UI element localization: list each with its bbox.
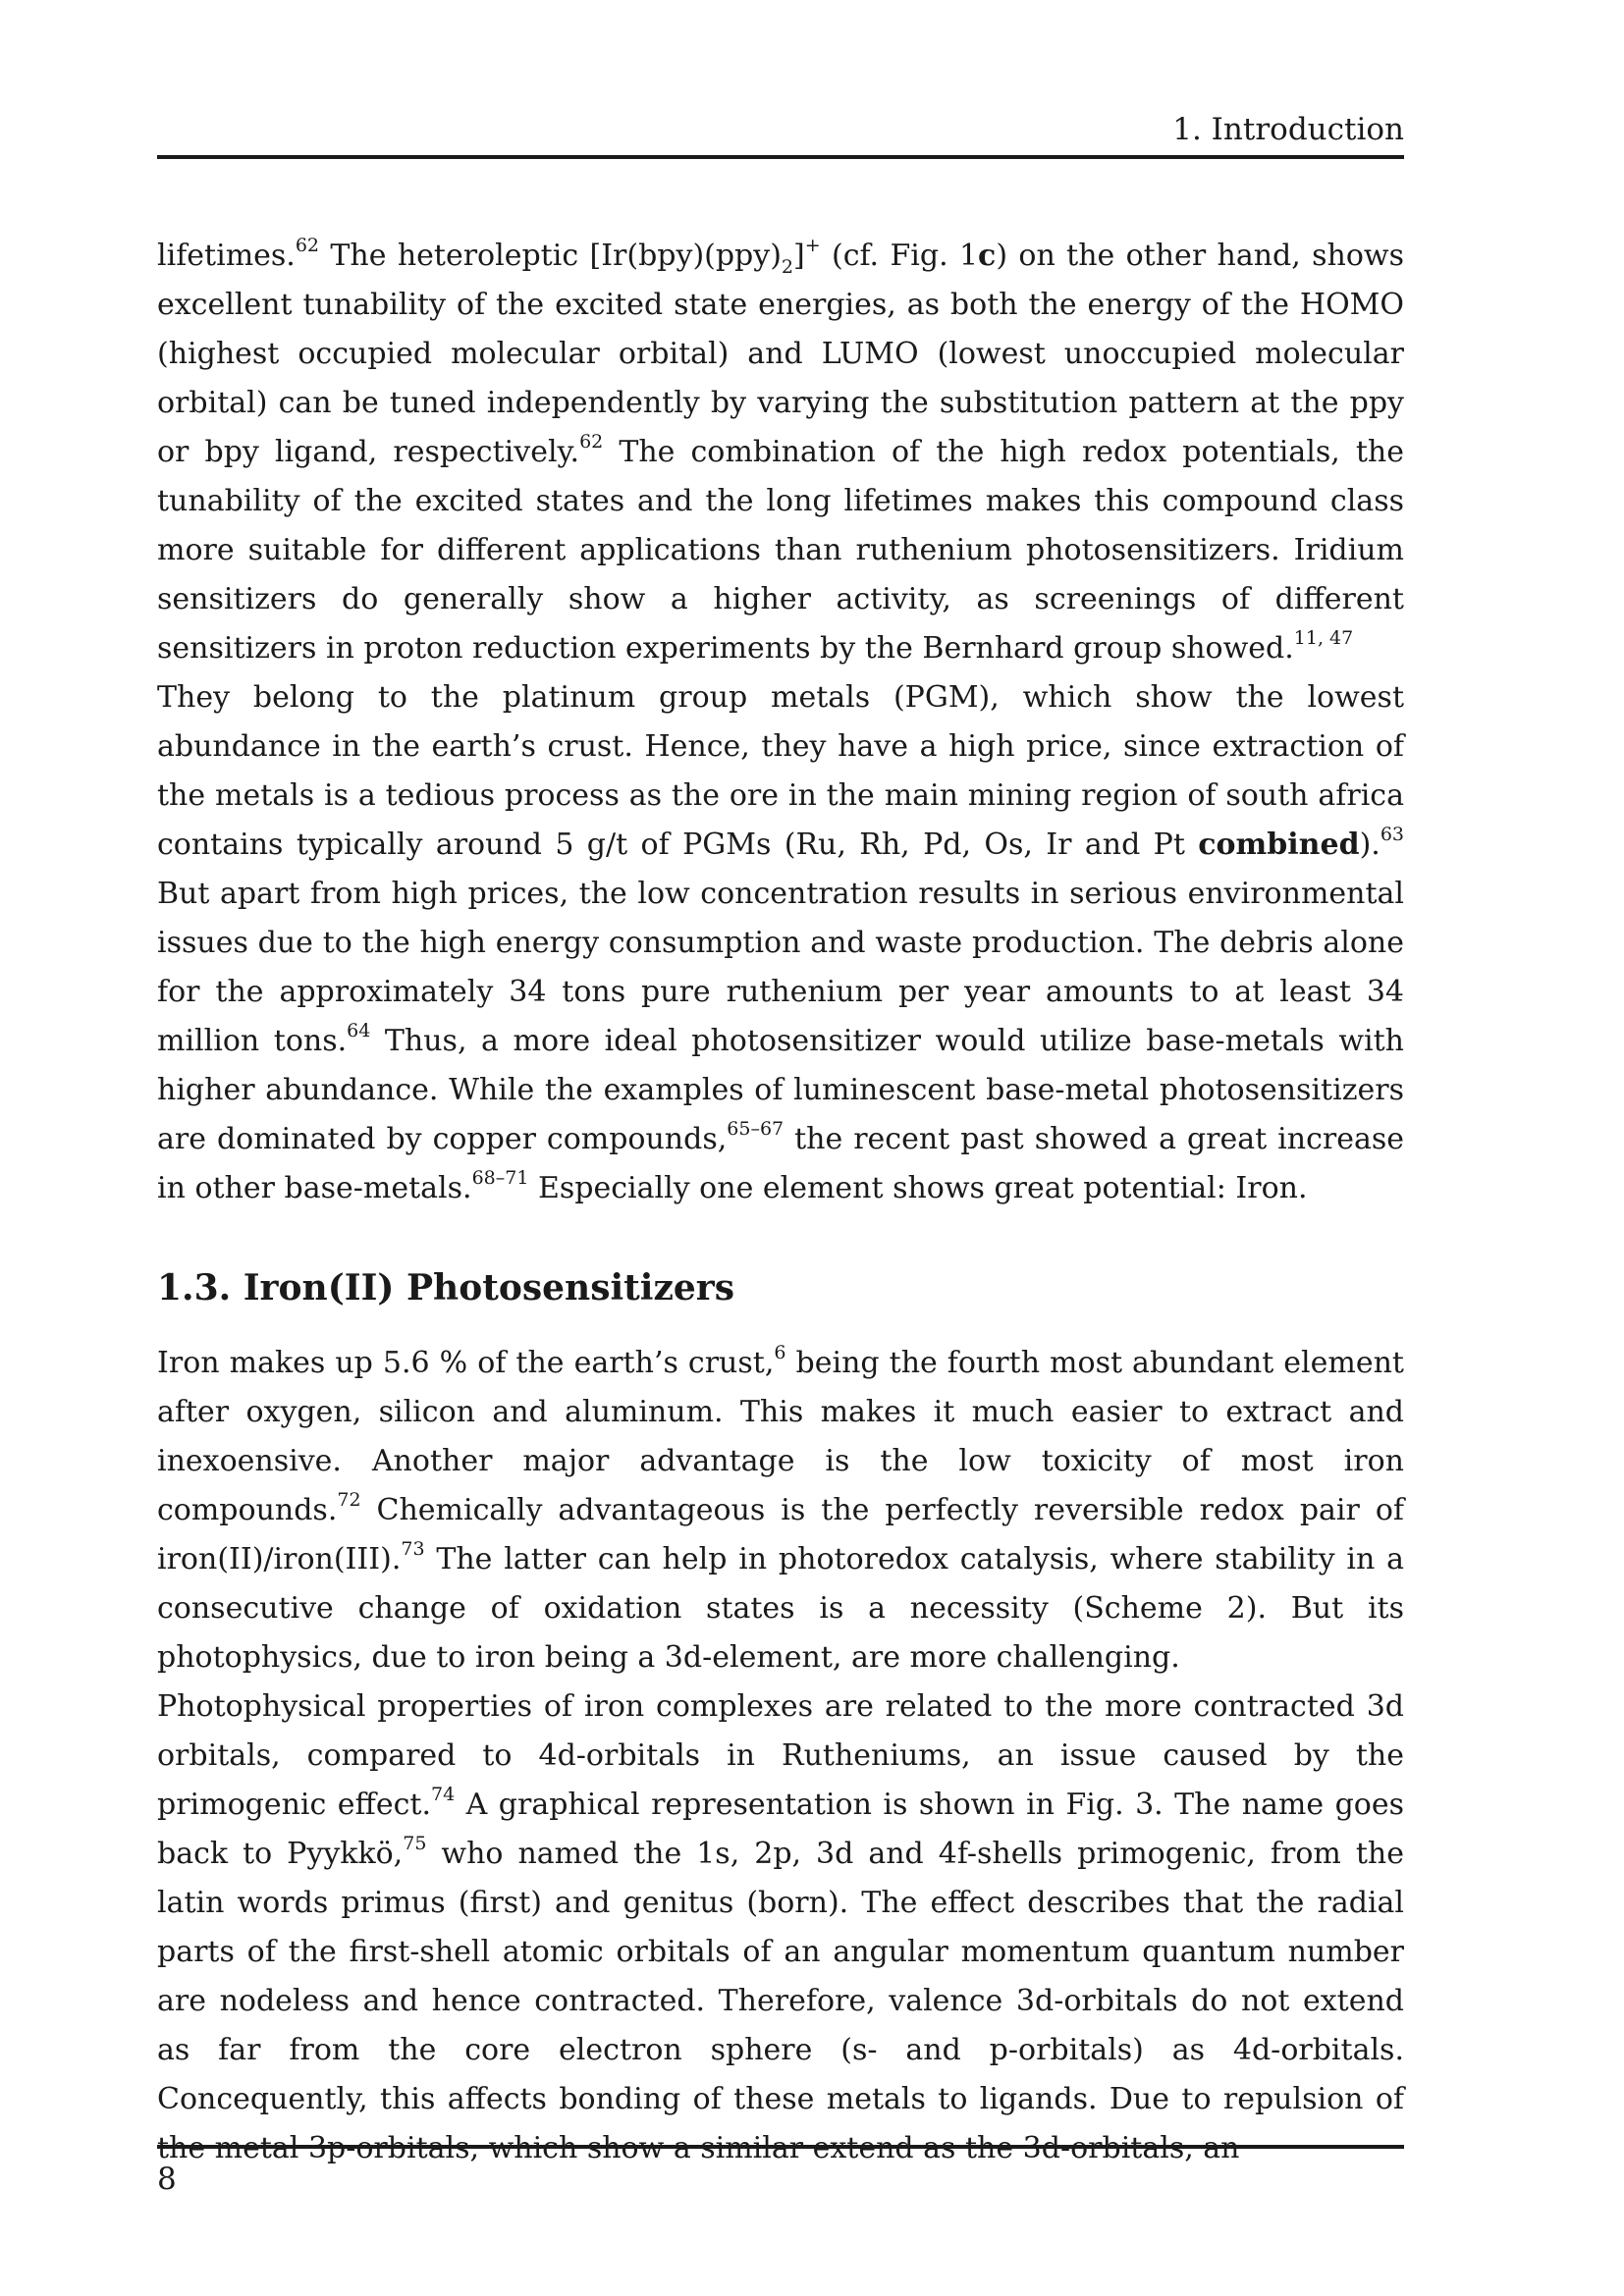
citation: 72 [337,1489,361,1511]
running-header: 1. Introduction [1172,112,1404,147]
paragraph-iridium: lifetimes.$^{62}$ The heteroleptic $[Ir(bpy)(ppy)_2]^+$ (cf. Fig. 1c) on the other hand, shows excellent tunability of the excited state energies, as both the energy of the HOMO (highest occupied molecular orbital) and LUMO (lowest unoccupied molecular orbital) can be tuned independently by varying the substitution pattern at the ppy or bpy ligand, respectively.$^{62}$ The combination of the high redox potentials, the tunability of the excited states and the long lifetimes makes this compound class more suitable for different applications than ruthenium photosensitizers. Iridium sensitizers do generally show a higher activity, as screenings of different sensitizers in proton reduction experiments by the Bernhard group showed.$^{11, 47}$ [157,235,1404,666]
citation: 62 [295,235,320,256]
citation: 74 [431,1784,456,1805]
citation: 65–67 [727,1118,785,1140]
citation: 62 [579,431,604,453]
citation: 68–71 [471,1167,529,1189]
paragraph-iron: Iron makes up 5.6 % of the earth’s crust,$^6$ being the fourth most abundant element after oxygen, silicon and aluminum. This makes it much easier to extract and inexoensive. Another major advantage is the low toxicity of most iron compounds.$^{72}$ Chemically advantageous is the perfectly reversible redox pair of iron(II)/iron(III).$^{73}$ The latter can help in photoredox catalysis, where stability in a consecutive change of oxidation states is a necessity (Scheme 2). But its photophysics, due to iron being a 3d-element, are more challenging. [157,1342,1404,1675]
citation: 63 [1380,824,1404,845]
citation: 11, 47 [1293,627,1354,649]
paragraph-pgm: They belong to the platinum group metals (PGM), which show the lowest abundance in the earth’s crust. Hence, they have a high price, since extraction of the metals is a tedious process as the ore in the main mining region of south africa contains typically around 5 g/t of PGMs (Ru, Rh, Pd, Os, Ir and Pt combined).$^{63}$ But apart from high prices, the low concentration results in serious environmental issues due to the high energy consumption and waste production. The debris alone for the approximately 34 tons pure ruthenium per year amounts to at least 34 million tons.$^{64}$ Thus, a more ideal photosensitizer would utilize base-metals with higher abundance. While the examples of luminescent base-metal photosensitizers are dominated by copper compounds,$^{65-67}$ the recent past showed a great increase in other base-metals.$^{68-71}$ Especially one element shows great potential: Iron. [157,680,1404,1205]
citation: 6 [774,1342,786,1363]
citation: 73 [401,1538,425,1560]
citation: 64 [347,1020,371,1041]
header-rule [157,155,1404,159]
citation: 75 [403,1833,427,1854]
footer-rule [157,2145,1404,2149]
section-heading: 1.3. Iron(II) Photosensitizers [157,1267,735,1308]
body-text [157,232,1404,2173]
page-number: 8 [157,2162,177,2197]
paragraph-primogenic: Photophysical properties of iron complexes are related to the more contracted 3d orbitals, compared to 4d-orbitals in Rutheniums, an issue caused by the primogenic effect.$^{74}$ A graphical representation is shown in Fig. 3. The name goes back to Pyykkö,$^{75}$ who named the 1s, 2p, 3d and 4f-shells primogenic, from the latin words primus (first) and genitus (born). The effect describes that the radial parts of the first-shell atomic orbitals of an angular momentum quantum number are nodeless and hence contracted. Therefore, valence 3d-orbitals do not extend as far from the core electron sphere (s- and p-orbitals) as 4d-orbitals. Concequently, this affects bonding of these metals to ligands. Due to repulsion of [157,1689,1405,2116]
